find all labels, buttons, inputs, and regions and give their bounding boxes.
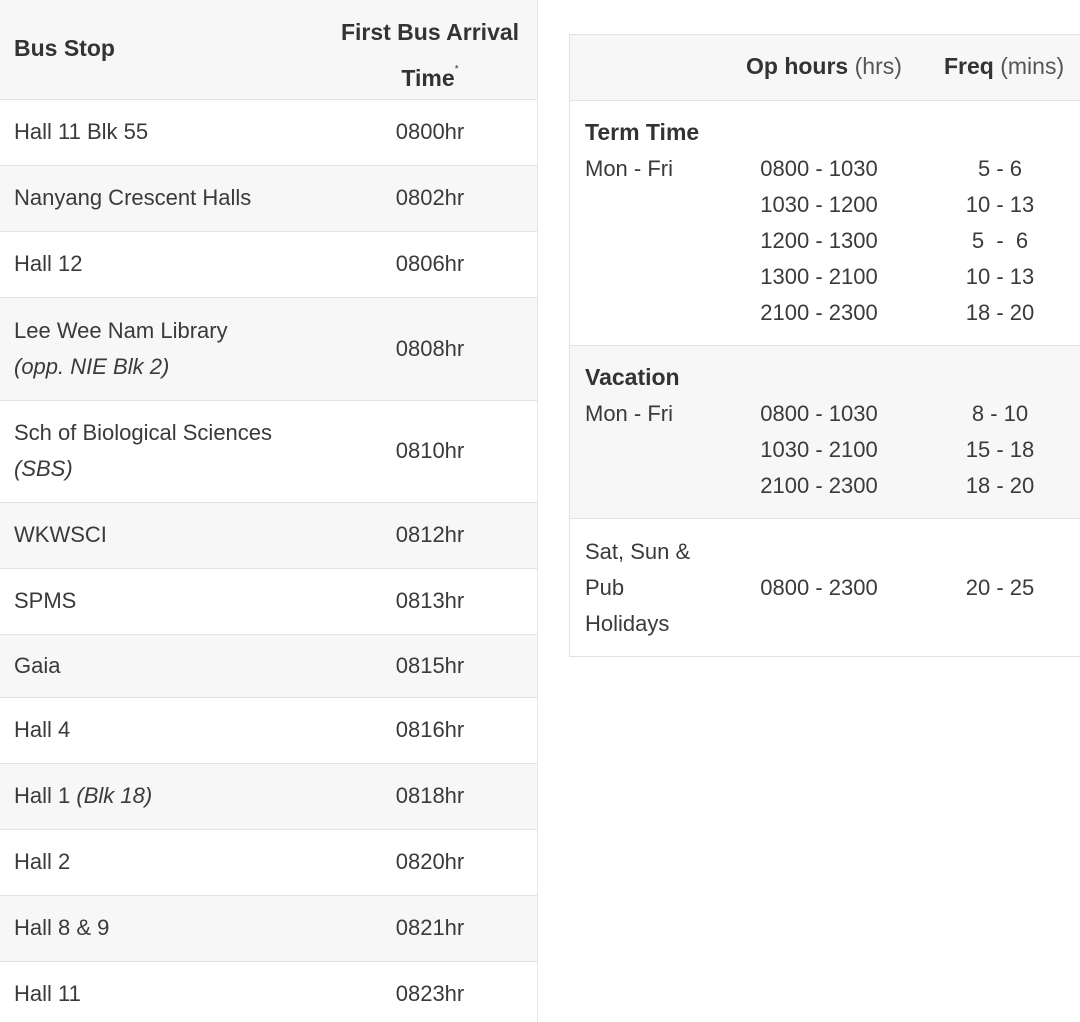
term-time-section (570, 101, 1080, 346)
frequency-value: 5 - 6 (977, 156, 1023, 181)
op-hours-value: 2100 - 2300 (760, 473, 878, 498)
arrival-time: 0813hr (395, 588, 465, 613)
bus-stop-name: Hall 1 (14, 783, 71, 808)
bus-stop-name: Hall 11 (14, 981, 81, 1006)
frequency-value: 10 - 13 (965, 264, 1035, 289)
arrival-time: 0800hr (395, 119, 465, 144)
frequency-value: 20 - 25 (965, 575, 1035, 600)
table-row (0, 100, 537, 166)
op-hours-value: 1030 - 2100 (760, 437, 878, 462)
op-hours-value: 0800 - 1030 (760, 401, 878, 426)
bus-stop-name: Nanyang Crescent Halls (14, 185, 252, 210)
arrival-time: 0812hr (395, 522, 465, 547)
table-row (0, 298, 537, 401)
op-hours-value: 0800 - 2300 (760, 575, 878, 600)
arrival-time-header-text: First Bus Arrival Time (340, 19, 520, 91)
bus-stop-name: Sch of Biological Sciences (14, 420, 273, 445)
arrival-time: 0815hr (395, 653, 465, 678)
table-row (0, 569, 537, 635)
frequency-column-header (944, 53, 1064, 80)
arrival-time: 0823hr (395, 981, 465, 1006)
table-row (0, 764, 537, 830)
weekend-holidays-section (570, 519, 1080, 656)
bus-stop-name: Gaia (14, 653, 61, 678)
footnote-mark: * (454, 64, 459, 75)
section-days-line: Pub (585, 575, 625, 600)
bus-stop-name: SPMS (14, 588, 77, 613)
arrival-time: 0816hr (395, 717, 465, 742)
vacation-section (570, 346, 1080, 519)
section-days-line: Holidays (585, 611, 670, 636)
bus-stop-column-header: Bus Stop (14, 35, 115, 61)
bus-stop-name: Hall 4 (14, 717, 71, 742)
arrival-time: 0820hr (395, 849, 465, 874)
table-row (0, 830, 537, 896)
arrival-time-column-header (330, 14, 530, 97)
section-days: Mon - Fri (585, 156, 673, 181)
table-row (0, 635, 537, 698)
table-row (0, 962, 537, 1022)
bus-stop-name: Hall 2 (14, 849, 71, 874)
op-hours-value: 1200 - 1300 (760, 228, 878, 253)
first-bus-arrival-table (0, 0, 538, 1022)
op-hours-value: 2100 - 2300 (760, 300, 878, 325)
bus-stop-note: (SBS) (14, 456, 73, 481)
operating-hours-table (569, 34, 1080, 657)
section-title: Term Time (585, 119, 700, 145)
arrival-time: 0821hr (395, 915, 465, 940)
arrival-time: 0802hr (395, 185, 465, 210)
bus-stop-name: Lee Wee Nam Library (14, 318, 228, 343)
table-row (0, 166, 537, 232)
arrival-time: 0808hr (395, 336, 465, 361)
bus-stop-note: (opp. NIE Blk 2) (14, 354, 170, 379)
frequency-value: 18 - 20 (965, 473, 1035, 498)
op-hours-label: Op hours (746, 53, 849, 79)
table-header (0, 0, 537, 100)
bus-stop-name: Hall 8 & 9 (14, 915, 110, 940)
frequency-label: Freq (944, 53, 994, 79)
table-row (0, 503, 537, 569)
op-hours-value: 0800 - 1030 (760, 156, 878, 181)
bus-stop-name: WKWSCI (14, 522, 107, 547)
frequency-value: 18 - 20 (965, 300, 1035, 325)
frequency-unit: (mins) (1000, 53, 1065, 79)
table-row (0, 232, 537, 298)
op-hours-value: 1030 - 1200 (760, 192, 878, 217)
section-days-line: Sat, Sun & (585, 539, 691, 564)
op-hours-unit: (hrs) (854, 53, 902, 79)
op-hours-column-header (746, 53, 902, 80)
table-row (0, 698, 537, 764)
bus-stop-note: (Blk 18) (76, 783, 153, 808)
section-title: Vacation (585, 364, 680, 390)
bus-stop-name: Hall 12 (14, 251, 83, 276)
table-row (0, 896, 537, 962)
frequency-value: 15 - 18 (965, 437, 1035, 462)
section-days: Mon - Fri (585, 401, 673, 426)
op-hours-value: 1300 - 2100 (760, 264, 878, 289)
arrival-time: 0810hr (395, 438, 465, 463)
frequency-value: 10 - 13 (965, 192, 1035, 217)
table-header (570, 35, 1080, 101)
frequency-value: 5 - 6 (971, 228, 1029, 253)
frequency-value: 8 - 10 (971, 401, 1029, 426)
arrival-time: 0818hr (395, 783, 465, 808)
table-row (0, 401, 537, 503)
arrival-time: 0806hr (395, 251, 465, 276)
bus-stop-name: Hall 11 Blk 55 (14, 119, 149, 144)
